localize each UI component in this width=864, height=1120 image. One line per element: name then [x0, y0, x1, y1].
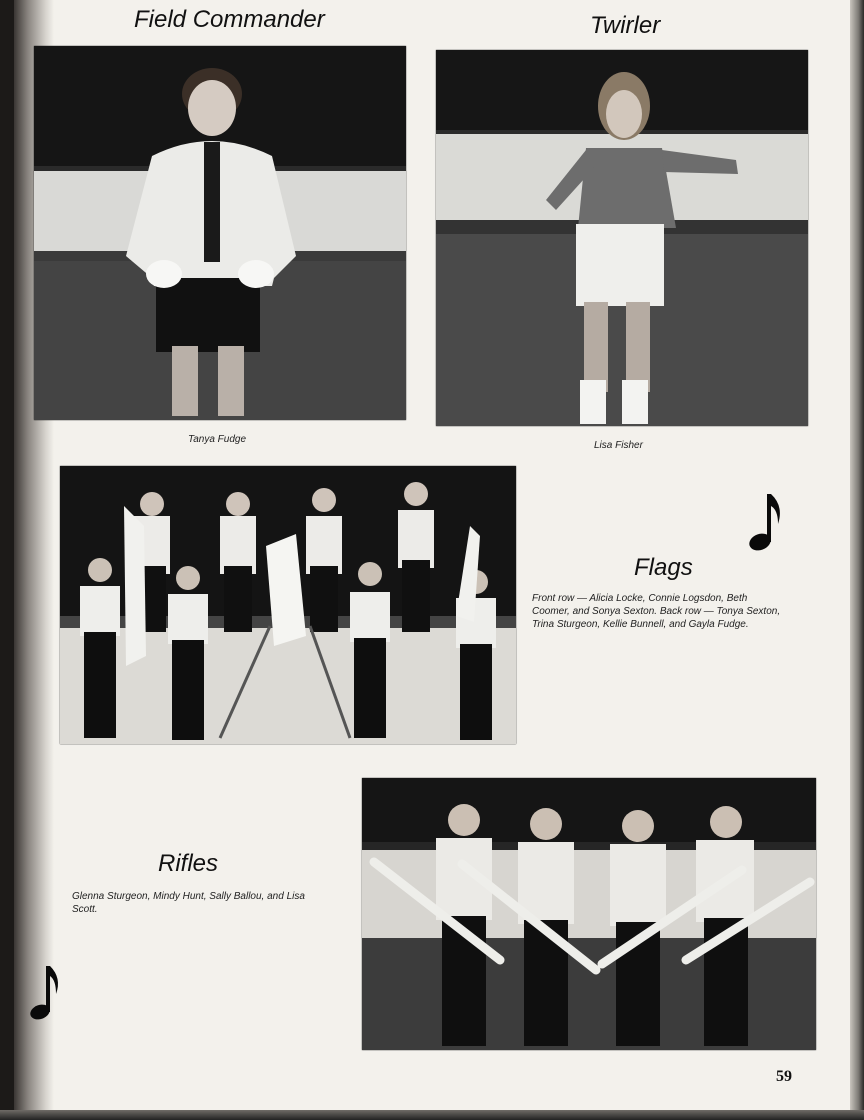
- twirler-caption: Lisa Fisher: [594, 440, 643, 451]
- music-note-small-icon: [28, 962, 64, 1024]
- music-note-icon: [744, 490, 784, 554]
- rifles-caption: Glenna Sturgeon, Mindy Hunt, Sally Ballou, and Lisa Scott.: [72, 891, 305, 915]
- flags-caption: Front row — Alicia Locke, Connie Logsdon, Beth Coomer, and Sonya Sexton. Back row — Tonya Sexton, Trina Sturgeon, Kellie Bunnell, and Gayla Fudge.: [532, 593, 781, 630]
- rifles-group-photo: [362, 778, 816, 1050]
- yearbook-page: [14, 0, 850, 1120]
- twirler-heading: Twirler: [590, 12, 661, 39]
- flags-heading: Flags: [634, 554, 693, 581]
- page-edge-shadow: [850, 0, 864, 1120]
- field-commander-photo: [34, 46, 406, 420]
- page-number: 59: [776, 1068, 792, 1085]
- page-bottom-shadow: [0, 1110, 864, 1120]
- flags-group-photo: [60, 466, 516, 744]
- field-commander-caption: Tanya Fudge: [188, 434, 247, 445]
- field-commander-heading: Field Commander: [134, 6, 325, 33]
- rifles-heading: Rifles: [158, 850, 219, 877]
- twirler-photo: [436, 50, 808, 426]
